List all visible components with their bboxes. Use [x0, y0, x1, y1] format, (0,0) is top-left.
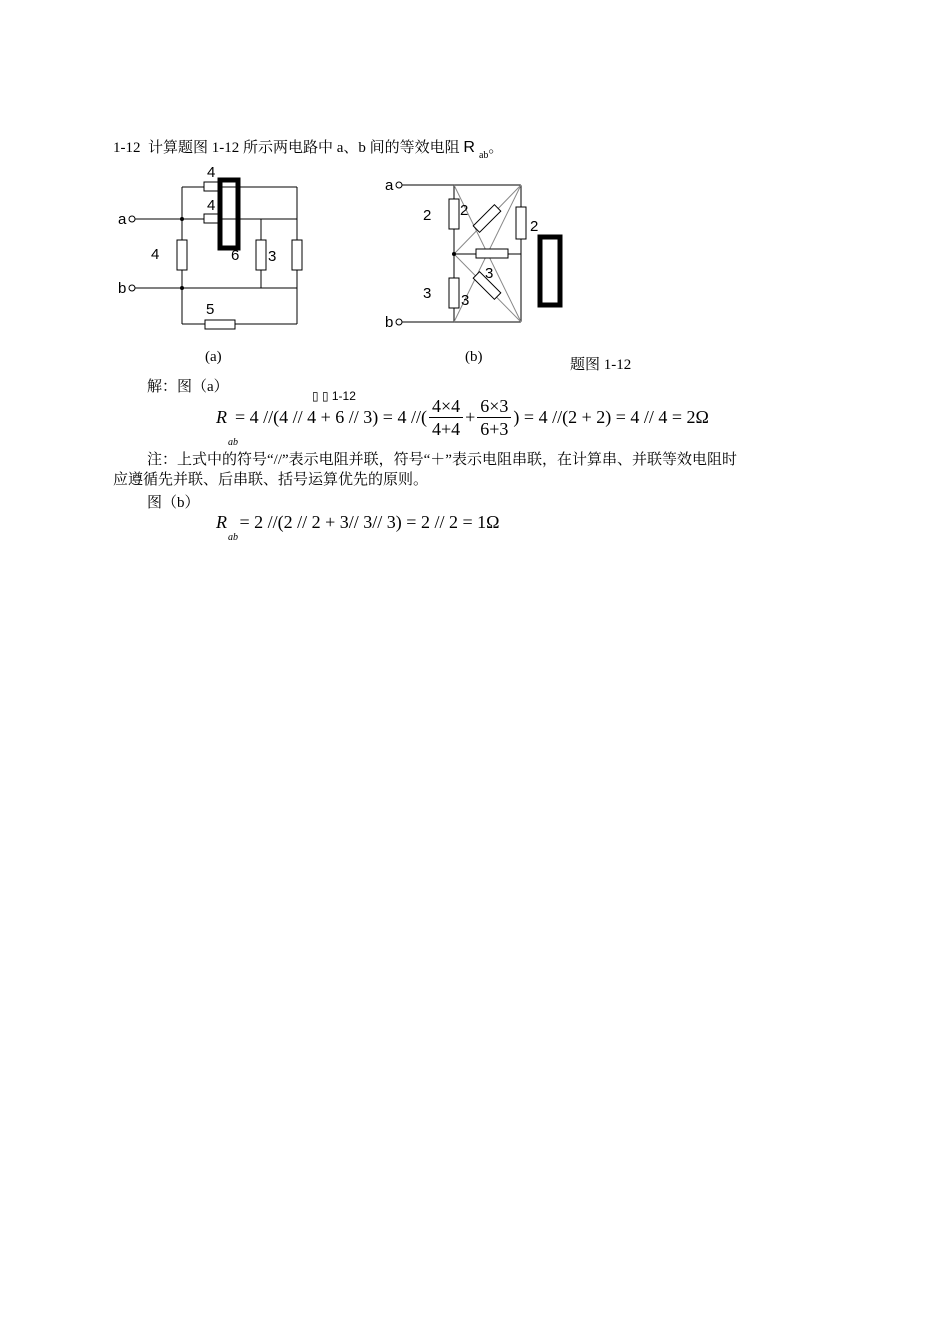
problem-number: 1-12 — [113, 140, 141, 156]
resistor-label: 3 — [461, 292, 470, 309]
resistor-label: 3 — [485, 265, 494, 282]
terminal-a-label: a — [118, 211, 127, 228]
fraction-2-numerator: 6×3 — [477, 396, 511, 418]
highlight-box — [540, 237, 560, 305]
terminal-b-label: b — [385, 314, 394, 331]
eq-b-rhs: = 2 //(2 // 2 + 3// 3// 3) = 2 // 2 = 1Ω — [239, 512, 500, 532]
node-dot — [180, 286, 184, 290]
equation-b — [216, 512, 500, 543]
equation-a — [216, 396, 709, 448]
circuit-a-diagram — [110, 160, 310, 335]
resistor-label: 3 — [268, 248, 277, 265]
resistor-label: 2 — [423, 207, 432, 224]
terminal-a-label: a — [385, 177, 394, 194]
circuit-b-diagram — [385, 170, 575, 335]
resistor-label: 4 — [207, 164, 216, 181]
terminal-b-label: b — [118, 280, 127, 297]
eq-a-part2: ) = 4 //(2 + 2) = 4 // 4 = 2Ω — [513, 407, 709, 427]
fraction-2 — [477, 396, 511, 439]
resistor-label: 2 — [530, 218, 539, 235]
note-line-2: 应遵循先并联、后串联、括号运算优先的原则。 — [113, 472, 429, 488]
caption-a: (a) — [205, 349, 222, 365]
overlay-label: ▯ ▯ 1-12 — [312, 389, 356, 403]
problem-text: 计算题图 1-12 所示两电路中 a、b 间的等效电阻 — [148, 140, 460, 156]
solution-heading-a: 解：图（a） — [147, 379, 229, 395]
end-mark: 。 — [488, 140, 504, 156]
note-line-1: 注：上式中的符号“//”表示电阻并联，符号“＋”表示电阻串联，在计算串、并联等效电阻时 — [147, 452, 737, 468]
resistor-label: 3 — [423, 285, 432, 302]
eq-a-plus: + — [465, 407, 476, 427]
node-dot — [452, 252, 456, 256]
fraction-1-numerator: 4×4 — [429, 396, 463, 418]
overlay-label-text: 1-12 — [331, 389, 356, 403]
eq-a-subscript: ab — [228, 437, 238, 448]
eq-a-lhs: R — [216, 407, 227, 427]
fraction-1-denominator: 4+4 — [431, 419, 461, 439]
figure-title: 题图 1-12 — [570, 357, 632, 373]
highlight-box — [220, 180, 238, 248]
fraction-1 — [429, 396, 463, 439]
resistance-symbol: R — [463, 139, 475, 156]
eq-b-lhs: R — [216, 512, 227, 532]
resistor-label: 4 — [151, 246, 160, 263]
fraction-2-denominator: 6+3 — [480, 419, 509, 439]
resistor-label: 5 — [206, 301, 215, 318]
caption-b: (b) — [465, 349, 483, 365]
resistor-label: 4 — [207, 197, 216, 214]
resistor-label: 2 — [460, 202, 469, 219]
eq-a-part1: = 4 //(4 // 4 + 6 // 3) = 4 //( — [235, 407, 427, 427]
problem-statement — [113, 138, 503, 160]
node-dot — [180, 217, 184, 221]
eq-b-subscript: ab — [228, 532, 238, 543]
resistance-subscript: ab — [478, 150, 489, 161]
resistor-label: 6 — [231, 247, 240, 264]
solution-heading-b: 图（b） — [147, 495, 200, 511]
